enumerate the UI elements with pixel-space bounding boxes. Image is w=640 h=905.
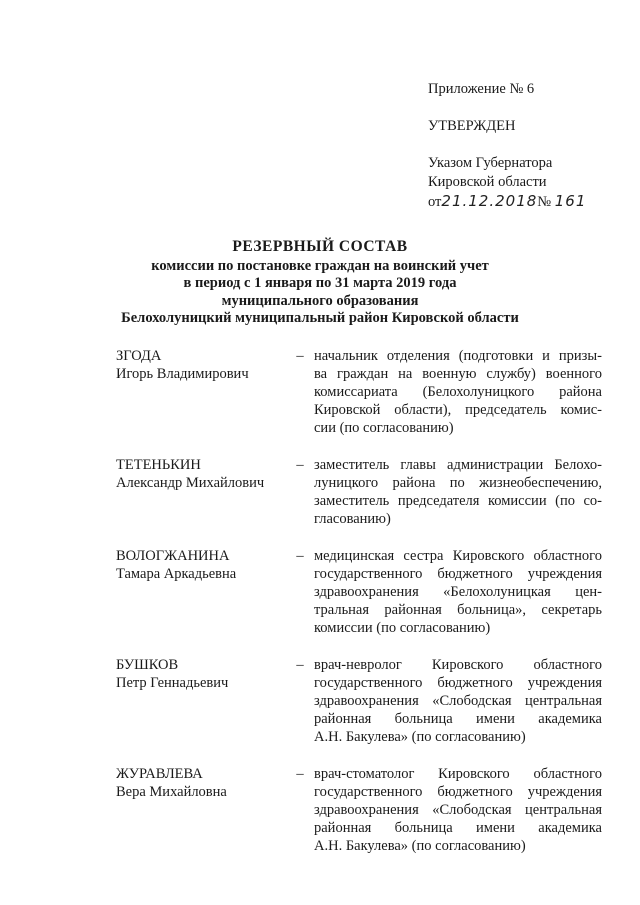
appendix-label: Приложение № 6 xyxy=(428,81,535,97)
role-line: комиссии (по согласованию) xyxy=(314,620,491,636)
member-given-name: Тамара Аркадьевна xyxy=(116,566,237,582)
role-line: врач-стоматолог Кировского областного xyxy=(314,766,602,782)
member-given-name: Игорь Владимирович xyxy=(116,366,249,382)
role-line: сии (по согласованию) xyxy=(314,420,454,436)
member-dash: – xyxy=(296,348,304,364)
member-surname: ТЕТЕНЬКИН xyxy=(116,457,201,473)
member-role xyxy=(314,347,602,437)
member-surname: БУШКОВ xyxy=(116,657,179,673)
date-prefix: от xyxy=(428,194,442,210)
member-entry xyxy=(116,765,602,855)
decree-date-line xyxy=(428,192,628,212)
role-line: районная больница имени академика xyxy=(314,820,602,836)
role-line: заместитель главы администрации Белохо- xyxy=(314,457,602,473)
role-line: начальник отделения (подготовки и призы- xyxy=(314,348,602,364)
member-dash: – xyxy=(296,657,304,673)
role-line: здравоохранения «Белохолуницкая цен- xyxy=(314,584,602,600)
member-role xyxy=(314,765,602,855)
member-surname: ЖУРАВЛЕВА xyxy=(116,766,203,782)
role-line: медицинская сестра Кировского областного xyxy=(314,548,602,564)
member-entry xyxy=(116,456,602,528)
member-person xyxy=(116,347,286,437)
handwritten-number: 161 xyxy=(554,192,587,210)
title-line: комиссии по постановке граждан на воинский учет xyxy=(151,257,489,274)
member-person xyxy=(116,656,286,746)
number-sign: № xyxy=(537,194,552,210)
role-line: государственного бюджетного учреждения xyxy=(314,566,602,582)
member-dash: – xyxy=(296,766,304,782)
member-given-name: Вера Михайловна xyxy=(116,784,227,800)
role-line: тральная районная больница», секретарь xyxy=(314,602,602,618)
title-line: муниципального образования xyxy=(221,292,419,309)
member-given-name: Александр Михайлович xyxy=(116,475,265,491)
role-line: гласованию) xyxy=(314,511,391,527)
role-line: Кировской области), председатель комис- xyxy=(314,402,602,418)
member-person xyxy=(116,547,286,637)
document-title-block xyxy=(0,238,640,328)
role-line: А.Н. Бакулева» (по согласованию) xyxy=(314,838,526,854)
member-person xyxy=(116,456,286,528)
title-line: Белохолуницкий муниципальный район Кировской области xyxy=(121,310,519,326)
member-surname: ВОЛОГЖАНИНА xyxy=(116,548,230,564)
decree-line-2: Кировской области xyxy=(428,174,547,190)
handwritten-date: 21.12.2018 xyxy=(441,192,538,210)
member-entry xyxy=(116,656,602,746)
role-line: здравоохранения «Слободская центральная xyxy=(314,693,602,709)
member-role xyxy=(314,656,602,746)
role-line: заместитель председателя комиссии (по со- xyxy=(314,493,602,509)
role-line: комиссариата (Белохолуницкого района xyxy=(314,384,602,400)
member-given-name: Петр Геннадьевич xyxy=(116,675,229,691)
member-role xyxy=(314,456,602,528)
document-title: РЕЗЕРВНЫЙ СОСТАВ xyxy=(232,238,408,255)
member-person xyxy=(116,765,286,855)
role-line: луницкого района по жизнеобеспечению, xyxy=(314,475,602,491)
members-list xyxy=(116,347,602,874)
role-line: государственного бюджетного учреждения xyxy=(314,675,602,691)
role-line: А.Н. Бакулева» (по согласованию) xyxy=(314,729,526,745)
approved-label: УТВЕРЖДЕН xyxy=(428,118,516,134)
role-line: здравоохранения «Слободская центральная xyxy=(314,802,602,818)
role-line: районная больница имени академика xyxy=(314,711,602,727)
role-line: врач-невролог Кировского областного xyxy=(314,657,602,673)
role-line: государственного бюджетного учреждения xyxy=(314,784,602,800)
decree-line-1: Указом Губернатора xyxy=(428,155,553,171)
member-role xyxy=(314,547,602,637)
title-line: в период с 1 января по 31 марта 2019 года xyxy=(183,275,457,291)
member-entry xyxy=(116,347,602,437)
member-dash: – xyxy=(296,457,304,473)
approval-block xyxy=(428,80,628,212)
role-line: ва граждан на военную службу) военного xyxy=(314,366,602,382)
member-entry xyxy=(116,547,602,637)
member-surname: ЗГОДА xyxy=(116,348,162,364)
member-dash: – xyxy=(296,548,304,564)
